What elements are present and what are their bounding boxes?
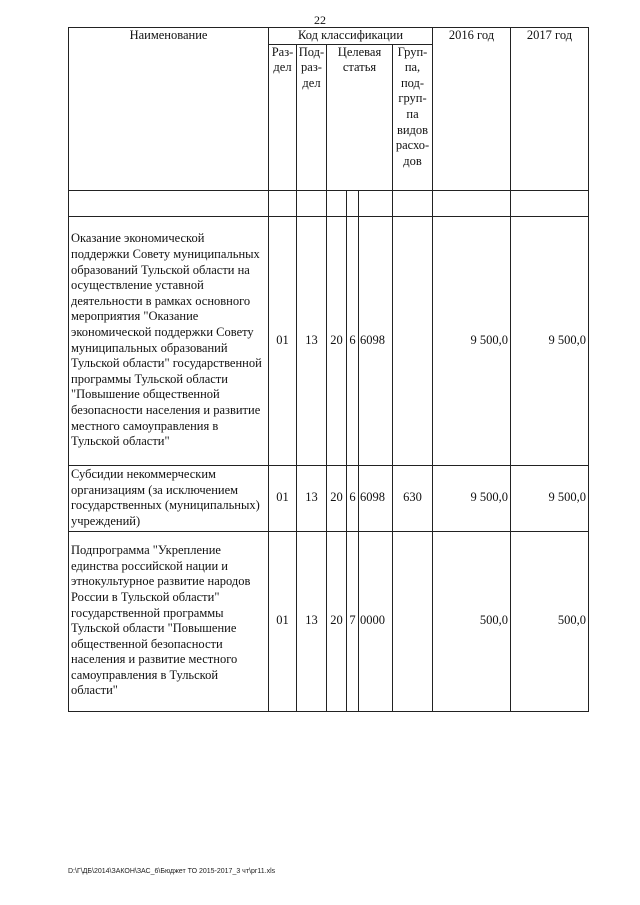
row-amount-2016: 9 500,0: [433, 465, 511, 531]
spacer-row: [69, 190, 589, 216]
row-amount-2017: 9 500,0: [511, 216, 589, 465]
row-name: Субсидии некоммерческим организациям (за исключением государственных (муниципальных) учреждений): [69, 465, 269, 531]
row-subprogram: 6: [347, 216, 359, 465]
header-target-article: Целевая статья: [327, 44, 393, 190]
row-section: 01: [269, 465, 297, 531]
header-name: Наименование: [69, 28, 269, 191]
row-subsection: 13: [297, 465, 327, 531]
file-path-footer: D:\Г\ДБ\2014\ЗАКОН\ЗАС_6\Бюджет ТО 2015-2017_3 чт\рг11.xls: [68, 868, 276, 875]
header-year-2016: 2016 год: [433, 28, 511, 191]
header-section: Раз- дел: [269, 44, 297, 190]
header-expense-group: Груп- па, под- груп- па видов расхо- дов: [393, 44, 433, 190]
table-row: [69, 465, 589, 531]
row-amount-2016: 9 500,0: [433, 216, 511, 465]
budget-table: [68, 27, 589, 712]
row-name: Оказание экономической поддержки Совету муниципальных образований Тульской области на осуществление уставной деятельности в рамках основного мероприятия "Оказание экономической поддержки Совету муниципальных образований Тульской области" государственной программы Тульской области "Повышение общественной безопасности населения и развитие местного самоуправления в Тульской области": [69, 216, 269, 465]
row-program: 20: [327, 216, 347, 465]
table-row: [69, 531, 589, 711]
row-program: 20: [327, 465, 347, 531]
row-name: Подпрограмма "Укрепление единства российской нации и этнокультурное развитие народов России в Тульской области" государственной программы Тульской области "Повышение общественной безопасности населения и развитие местного самоуправления в Тульской области": [69, 531, 269, 711]
header-code-group: Код классификации: [269, 28, 433, 45]
row-expense-type: 630: [393, 465, 433, 531]
row-amount-2017: 9 500,0: [511, 465, 589, 531]
row-expense-type: [393, 531, 433, 711]
row-section: 01: [269, 531, 297, 711]
row-subsection: 13: [297, 531, 327, 711]
row-subprogram: 7: [347, 531, 359, 711]
row-amount-2016: 500,0: [433, 531, 511, 711]
page-number: 22: [314, 13, 326, 27]
header-subsection: Под- раз- дел: [297, 44, 327, 190]
row-subprogram: 6: [347, 465, 359, 531]
row-program: 20: [327, 531, 347, 711]
row-amount-2017: 500,0: [511, 531, 589, 711]
row-section: 01: [269, 216, 297, 465]
row-subsection: 13: [297, 216, 327, 465]
row-expense-type: [393, 216, 433, 465]
row-direction: 6098: [359, 465, 393, 531]
row-direction: 0000: [359, 531, 393, 711]
header-year-2017: 2017 год: [511, 28, 589, 191]
row-direction: 6098: [359, 216, 393, 465]
header-row-1: [69, 28, 589, 45]
table-row: [69, 216, 589, 465]
